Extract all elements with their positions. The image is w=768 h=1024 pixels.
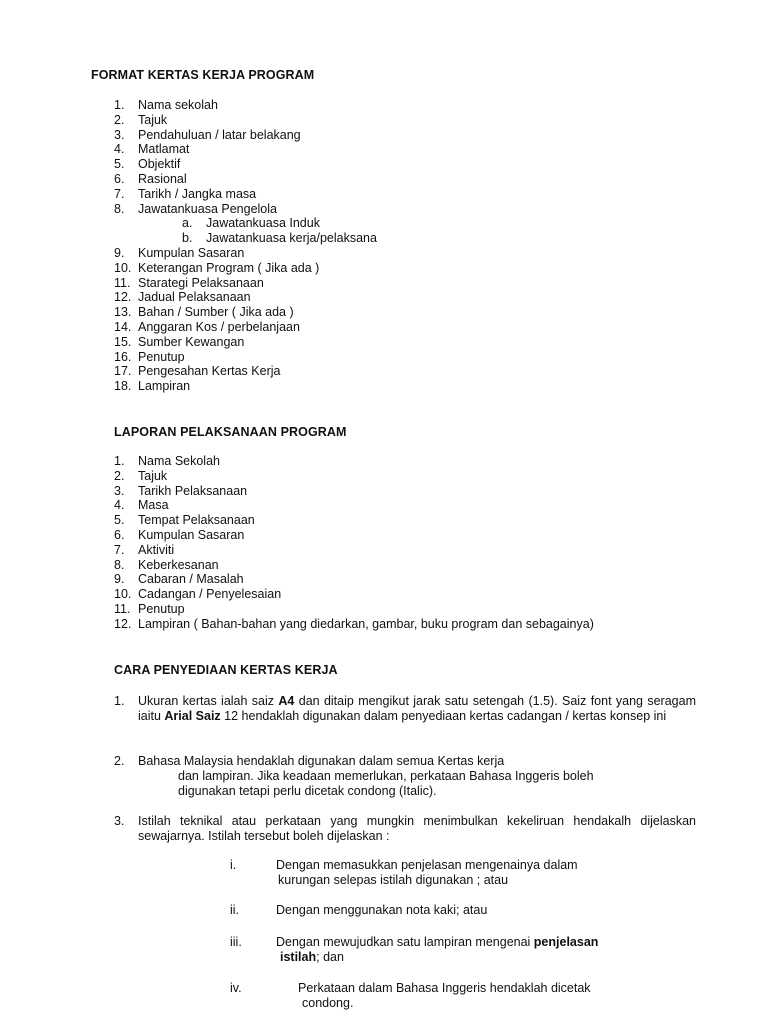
list-item: 3. Tarikh Pelaksanaan (114, 483, 248, 498)
list-item: 4. Masa (114, 498, 169, 513)
list-item: 2. Tajuk (114, 468, 168, 483)
list-item: 7. Aktiviti (114, 542, 175, 557)
paragraph-text: Bahasa Malaysia hendaklah digunakan dalam semua Kertas kerja dan lampiran. Jika keadaan memerlukan, perkataan Bahasa Inggeris boleh digunakan tetapi perlu dicetak condong (Italic). (138, 754, 594, 798)
list-item: 15. Sumber Kewangan (114, 334, 245, 349)
cara-heading: CARA PENYEDIAAN KERTAS KERJA (114, 663, 338, 677)
cara-paragraph-1 (114, 694, 696, 724)
list-item: 18. Lampiran (114, 379, 191, 394)
list-item: 11. Starategi Pelaksanaan (114, 275, 264, 290)
list-item: 13. Bahan / Sumber ( Jika ada ) (114, 305, 294, 320)
list-item: 14. Anggaran Kos / perbelanjaan (114, 319, 300, 334)
laporan-heading: LAPORAN PELAKSANAAN PROGRAM (114, 425, 347, 439)
cara-paragraph-2 (114, 754, 696, 799)
list-item: 3. Pendahuluan / latar belakang (114, 127, 301, 142)
list-item: 16. Penutup (114, 349, 185, 364)
list-item: 6. Kumpulan Sasaran (114, 527, 245, 542)
roman-item-ii: ii. Dengan menggunakan nota kaki; atau (230, 903, 488, 917)
laporan-list (114, 454, 594, 632)
list-item: 7. Tarikh / Jangka masa (114, 186, 257, 201)
paragraph-number: 1. (114, 694, 125, 708)
list-item: 12. Lampiran ( Bahan-bahan yang diedarkan, gambar, buku program dan sebagainya) (114, 616, 594, 631)
list-item: 9. Kumpulan Sasaran (114, 245, 245, 260)
roman-item-iii: iii. Dengan mewujudkan satu lampiran mengenai penjelasan istilah; dan (230, 935, 599, 964)
format-list (114, 98, 377, 394)
list-item: 17. Pengesahan Kertas Kerja (114, 364, 281, 379)
paragraph-number: 2. (114, 754, 125, 768)
list-item: 4. Matlamat (114, 142, 190, 157)
roman-item-iv: iv. Perkataan dalam Bahasa Inggeris hendaklah dicetak condong. (230, 981, 591, 1010)
sub-list-item: a. Jawatankuasa Induk (182, 216, 320, 231)
list-item: 6. Rasional (114, 171, 187, 186)
list-item: 2. Tajuk (114, 112, 168, 127)
list-item: 5. Objektif (114, 157, 181, 172)
list-item: 12. Jadual Pelaksanaan (114, 290, 251, 305)
list-item: 8. Keberkesanan (114, 557, 219, 572)
cara-paragraph-3 (114, 814, 696, 844)
roman-item-i: i. Dengan memasukkan penjelasan mengenainya dalam kurungan selepas istilah digunakan ; atau (230, 858, 578, 887)
list-item: 10. Cadangan / Penyelesaian (114, 587, 282, 602)
format-heading: FORMAT KERTAS KERJA PROGRAM (91, 68, 315, 82)
list-item: 9. Cabaran / Masalah (114, 572, 244, 587)
list-item: 11. Penutup (114, 601, 185, 616)
list-item: 1. Nama sekolah (114, 98, 218, 112)
list-item: 8. Jawatankuasa Pengelola (114, 201, 277, 216)
list-item: 10. Keterangan Program ( Jika ada ) (114, 260, 320, 275)
list-item: 1. Nama Sekolah (114, 454, 220, 468)
paragraph-text: Istilah teknikal atau perkataan yang mungkin menimbulkan kekeliruan hendakalh dijelaskan sewajarnya. Istilah tersebut boleh dijelaskan : (138, 814, 696, 843)
paragraph-number: 3. (114, 814, 125, 828)
sub-list-item: b. Jawatankuasa kerja/pelaksana (182, 231, 377, 246)
paragraph-text: Ukuran kertas ialah saiz A4 dan ditaip mengikut jarak satu setengah (1.5). Saiz font yang seragam iaitu Arial Saiz 12 hendaklah digunakan dalam penyediaan kertas cadangan / kertas konsep ini (138, 694, 696, 723)
list-item: 5. Tempat Pelaksanaan (114, 513, 255, 528)
